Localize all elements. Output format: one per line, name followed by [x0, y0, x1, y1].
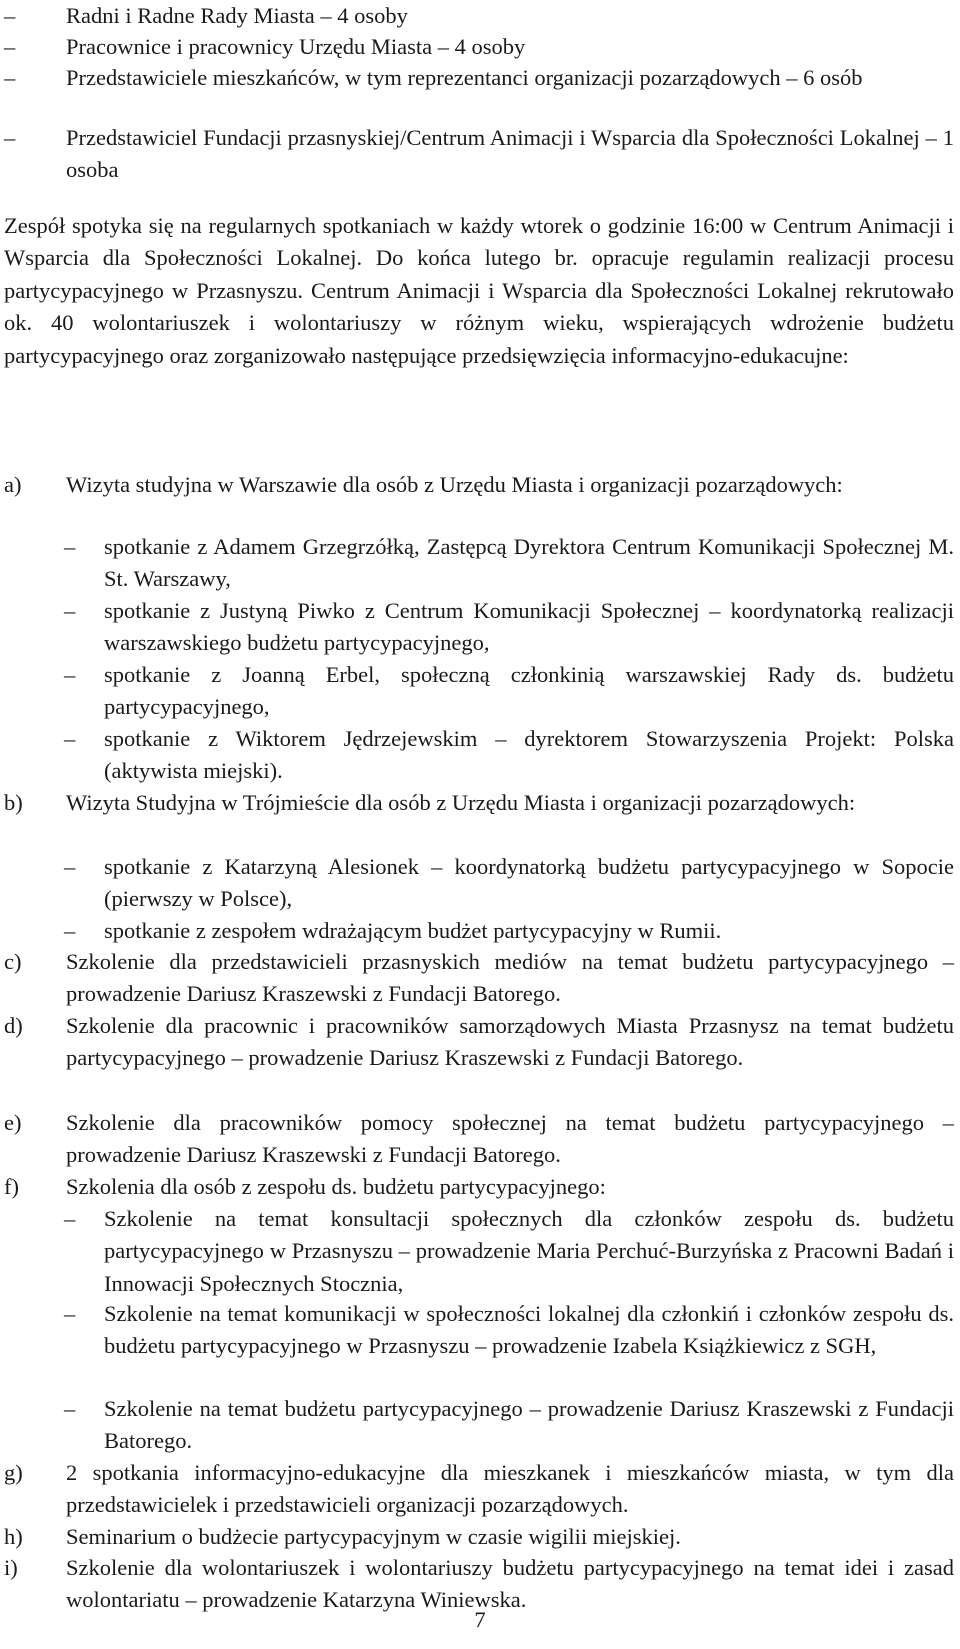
list-item-text: Przedstawiciele mieszkańców, w tym reprezentanci organizacji pozarządowych – 6 osób: [66, 65, 863, 90]
item-text: Szkolenie dla wolontariuszek i wolontariuszy budżetu partycypacyjnego na temat idei i zasad wolontariatu – prowadzenie Katarzyna Winiewska.: [66, 1555, 954, 1613]
sub-item-text: spotkanie z Katarzyną Alesionek – koordynatorką budżetu partycypacyjnego w Sopocie (pierwszy w Polsce),: [104, 854, 954, 912]
dash-bullet: –: [64, 534, 76, 559]
dash-bullet: –: [64, 1206, 76, 1231]
page-number: 7: [474, 1607, 486, 1632]
dash-bullet: –: [4, 125, 16, 150]
sub-item-text: Szkolenie na temat komunikacji w społeczności lokalnej dla członkiń i członków zespołu ds. budżetu partycypacyjnego w Przasnyszu – prowadzenie Izabela Książkiewicz z SGH,: [104, 1301, 954, 1359]
dash-bullet: –: [64, 1396, 76, 1421]
item-label: i): [4, 1555, 18, 1580]
dash-bullet: –: [64, 662, 76, 687]
item-text: Wizyta Studyjna w Trójmieście dla osób z Urzędu Miasta i organizacji pozarządowych:: [66, 790, 856, 815]
dash-bullet: –: [64, 598, 76, 623]
sub-item-text: spotkanie z Joanną Erbel, społeczną członkinią warszawskiej Rady ds. budżetu partycypacyjnego,: [104, 662, 954, 720]
item-text: 2 spotkania informacyjno-edukacyjne dla mieszkanek i mieszkańców miasta, w tym dla przedstawicielek i przedstawicieli organizacji pozarządowych.: [66, 1460, 954, 1518]
sub-item-text: spotkanie z Justyną Piwko z Centrum Komunikacji Społecznej – koordynatorką realizacji warszawskiego budżetu partycypacyjnego,: [104, 598, 954, 656]
body-paragraph: Zespół spotyka się na regularnych spotkaniach w każdy wtorek o godzinie 16:00 w Centrum Animacji i Wsparcia dla Społeczności Lokalnej. Do końca lutego br. opracuje regulamin realizacji procesu partycypacyjnego w Przasnyszu. Centrum Animacji i Wsparcia dla Społeczności Lokalnej rekrutowało ok. 40 wolontariuszek i wolontariuszy w różnym wieku, wspierających wdrożenie budżetu partycypacyjnego oraz zorganizowało następujące przedsięwzięcia informacyjno-edukacujne:: [4, 213, 954, 368]
list-item-text: Pracownice i pracownicy Urzędu Miasta – 4 osoby: [66, 34, 526, 59]
list-item-text: Przedstawiciel Fundacji przasnyskiej/Centrum Animacji i Wsparcia dla Społeczności Lokalnej – 1 osoba: [66, 125, 954, 183]
item-text: Szkolenie dla przedstawicieli przasnyskich mediów na temat budżetu partycypacyjnego – prowadzenie Dariusz Kraszewski z Fundacji Batorego.: [66, 949, 954, 1007]
item-text: Szkolenie dla pracownic i pracowników samorządowych Miasta Przasnysz na temat budżetu partycypacyjnego – prowadzenie Dariusz Kraszewski z Fundacji Batorego.: [66, 1013, 954, 1071]
item-label: d): [4, 1013, 23, 1038]
dash-bullet: –: [64, 1301, 76, 1326]
sub-item-text: spotkanie z Adamem Grzegrzółką, Zastępcą Dyrektora Centrum Komunikacji Społecznej M. St. Warszawy,: [104, 534, 954, 592]
item-label: e): [4, 1110, 22, 1135]
sub-item-text: spotkanie z Wiktorem Jędrzejewskim – dyrektorem Stowarzyszenia Projekt: Polska (aktywista miejski).: [104, 726, 954, 784]
item-label: f): [4, 1174, 19, 1199]
dash-bullet: –: [4, 34, 16, 59]
dash-bullet: –: [64, 918, 76, 943]
dash-bullet: –: [4, 65, 16, 90]
item-text: Seminarium o budżecie partycypacyjnym w czasie wigilii miejskiej.: [66, 1524, 681, 1549]
item-label: a): [4, 472, 22, 497]
sub-item-text: Szkolenie na temat budżetu partycypacyjnego – prowadzenie Dariusz Kraszewski z Fundacji Batorego.: [104, 1396, 954, 1454]
item-text: Wizyta studyjna w Warszawie dla osób z Urzędu Miasta i organizacji pozarządowych:: [66, 472, 843, 497]
dash-bullet: –: [4, 3, 16, 28]
sub-item-text: spotkanie z zespołem wdrażającym budżet partycypacyjny w Rumii.: [104, 918, 722, 943]
item-label: c): [4, 949, 22, 974]
list-item-text: Radni i Radne Rady Miasta – 4 osoby: [66, 3, 408, 28]
dash-bullet: –: [64, 854, 76, 879]
item-label: g): [4, 1460, 23, 1485]
item-label: b): [4, 790, 23, 815]
dash-bullet: –: [64, 726, 76, 751]
item-text: Szkolenie dla pracowników pomocy społecznej na temat budżetu partycypacyjnego – prowadzenie Dariusz Kraszewski z Fundacji Batorego.: [66, 1110, 954, 1168]
sub-item-text: Szkolenie na temat konsultacji społecznych dla członków zespołu ds. budżetu partycypacyjnego w Przasnyszu – prowadzenie Maria Perchuć-Burzyńska z Pracowni Badań i Innowacji Społecznych Stocznia,: [104, 1206, 954, 1296]
item-label: h): [4, 1524, 23, 1549]
item-text: Szkolenia dla osób z zespołu ds. budżetu partycypacyjnego:: [66, 1174, 606, 1199]
